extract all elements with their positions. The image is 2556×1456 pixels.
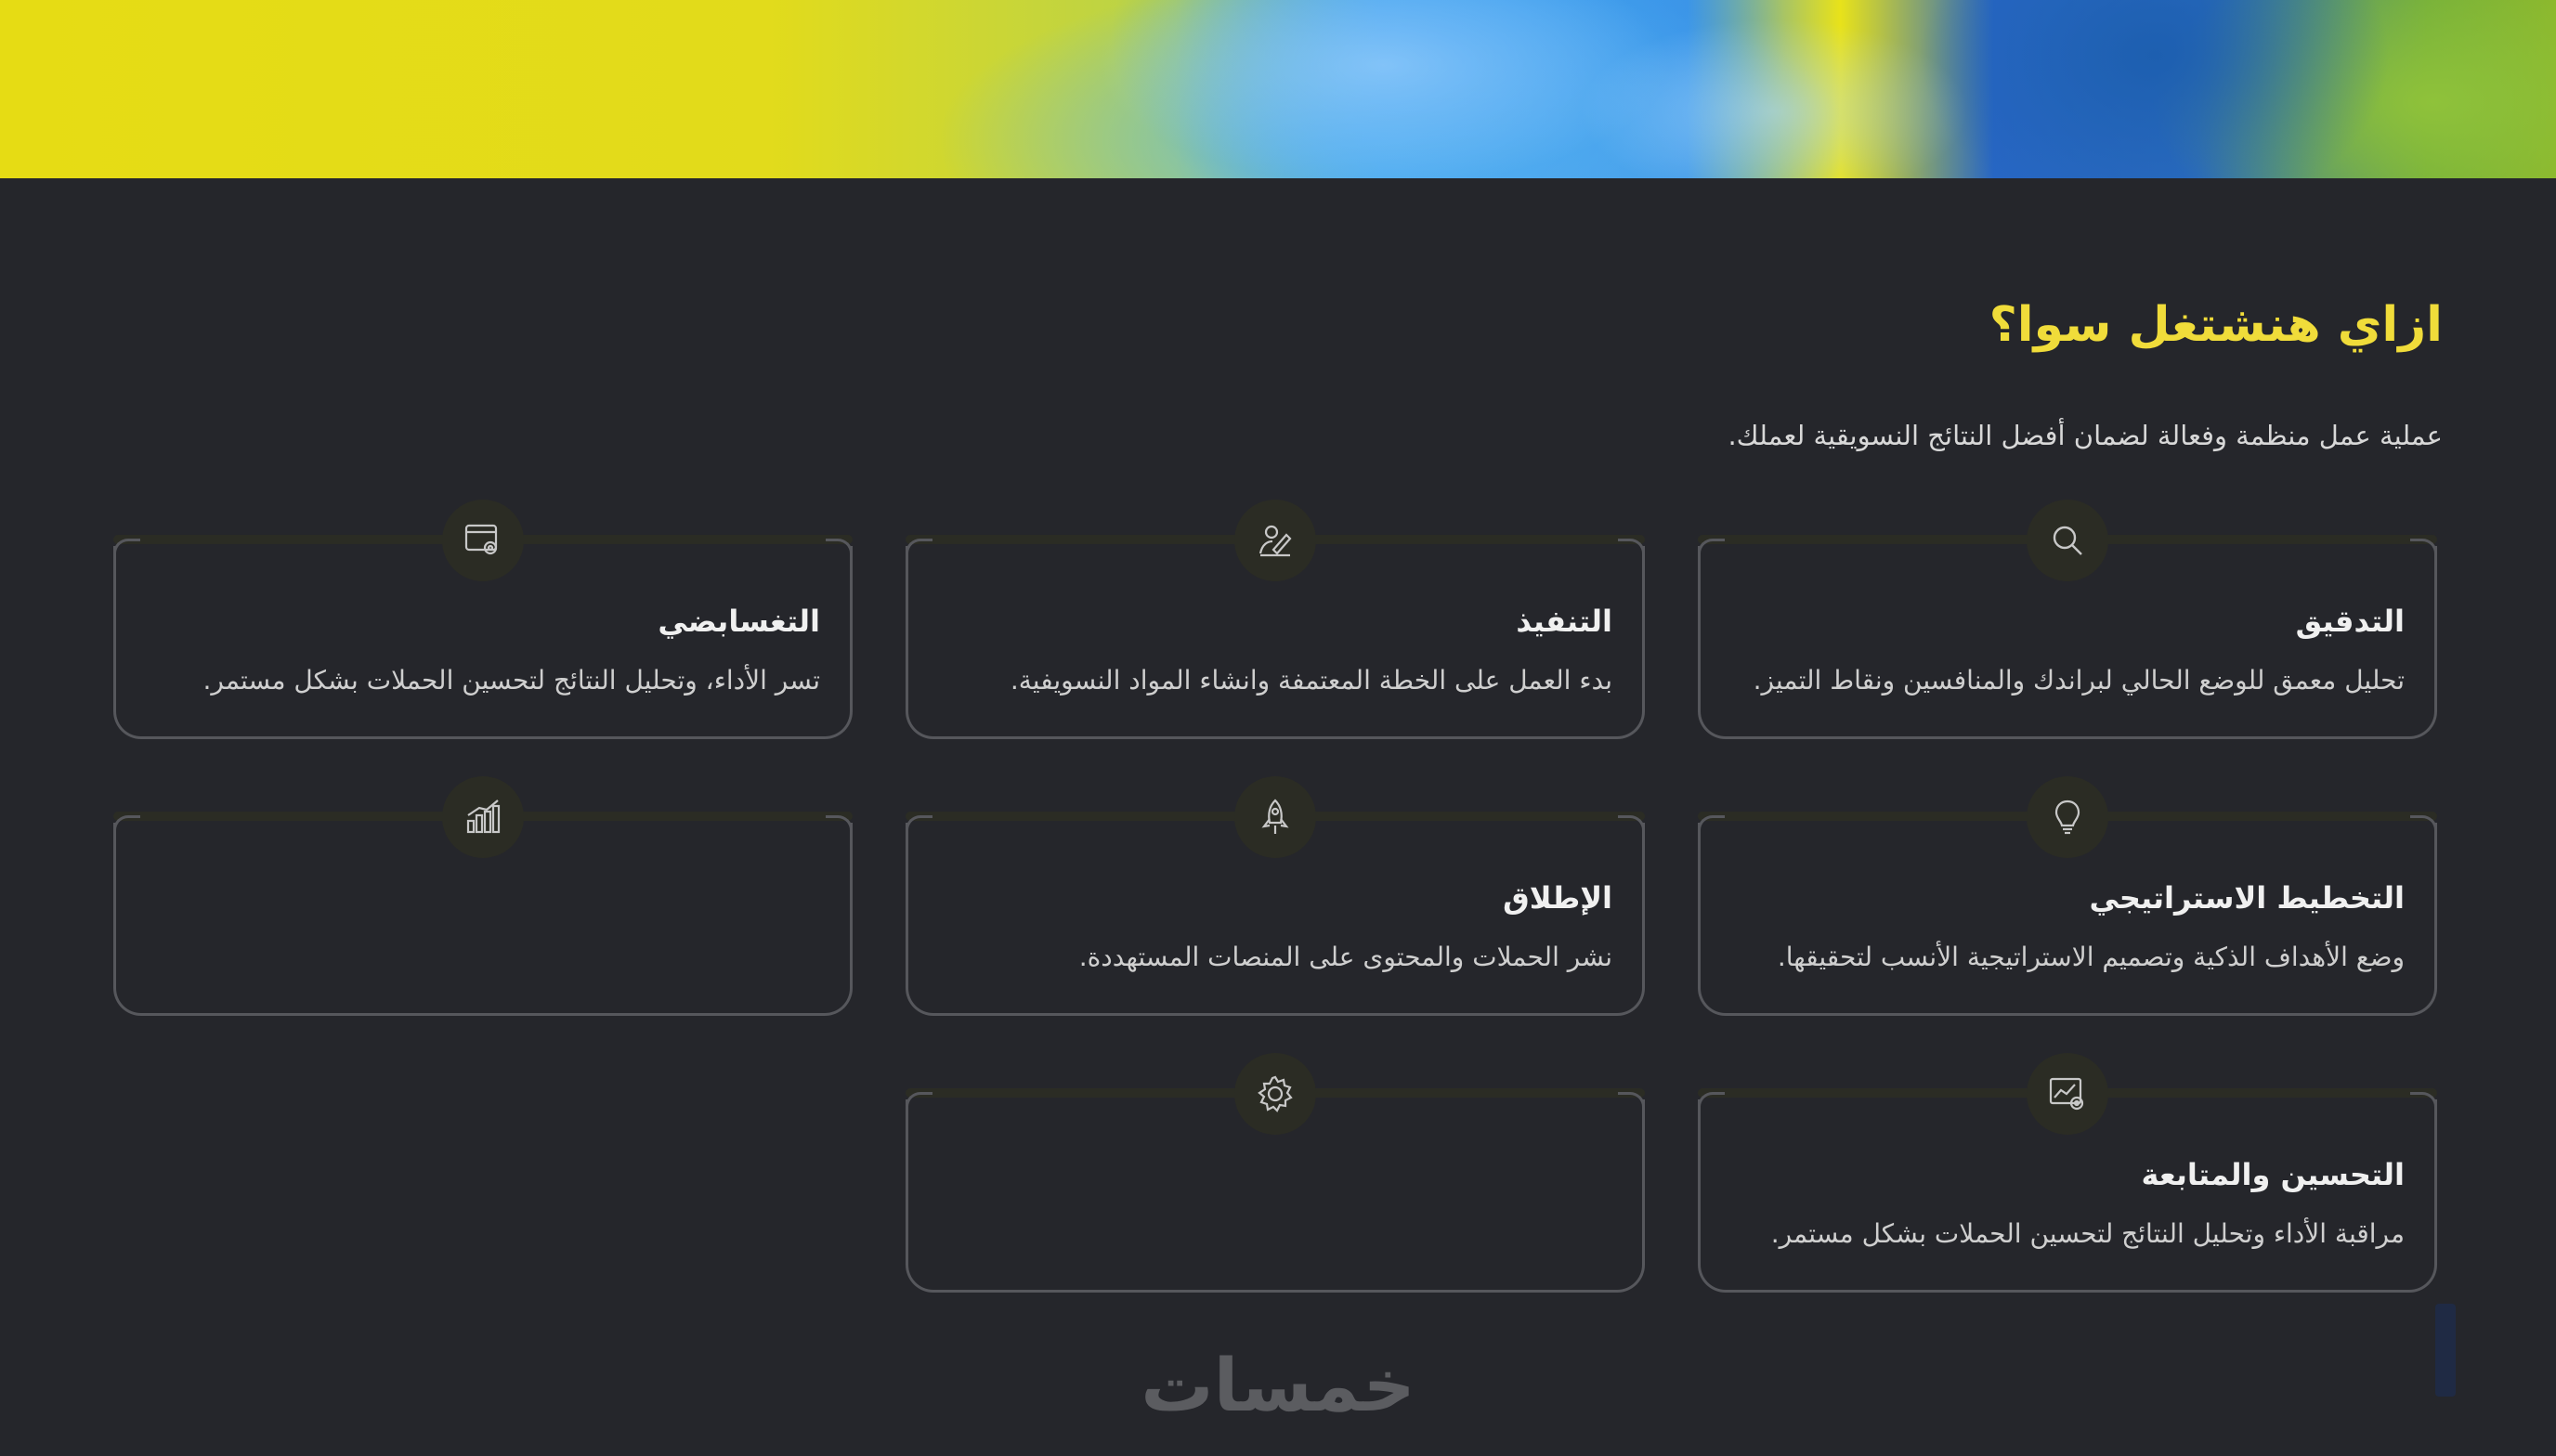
section-title: ازاي هنشتغل سوا؟ [1989, 297, 2443, 353]
step-card-strategy [1698, 823, 2437, 1016]
step-description: نشر الحملات والمحتوى على المنصات المستهددة. [1078, 942, 1612, 972]
step-title: التنفيذ [1516, 604, 1612, 639]
rocket-icon [1234, 776, 1316, 858]
step-card-analytics [113, 546, 853, 739]
step-description: مراقبة الأداء وتحليل النتائج لتحسين الحملات بشكل مستمر. [1770, 1218, 2405, 1249]
khamsat-logo: خمسات [1141, 1345, 1415, 1428]
lightbulb-icon [2027, 776, 2108, 858]
step-card-audit [1698, 546, 2437, 739]
bar-chart-icon [442, 776, 524, 858]
hero-banner-image [0, 0, 2556, 178]
browser-settings-icon [442, 500, 524, 581]
search-icon [2027, 500, 2108, 581]
step-title: التحسين والمتابعة [2141, 1157, 2405, 1192]
gear-icon [1234, 1053, 1316, 1135]
step-description: تحليل معمق للوضع الحالي لبراندك والمنافسين ونقاط التميز. [1753, 665, 2405, 696]
step-description: وضع الأهداف الذكية وتصميم الاستراتيجية الأنسب لتحقيقها. [1777, 942, 2405, 972]
step-title: التخطيط الاستراتيجي [2089, 880, 2405, 916]
step-card-launch [906, 823, 1645, 1016]
step-card-execution [906, 546, 1645, 739]
handshake-pen-icon [1234, 500, 1316, 581]
scroll-to-top-button[interactable] [2435, 1304, 2456, 1397]
step-description: بدء العمل على الخطة المعتمفة وانشاء المواد النسويفية. [1010, 665, 1612, 696]
step-title: الإطلاق [1503, 880, 1612, 916]
step-card-empty [906, 1099, 1645, 1293]
step-title: التغسابضي [658, 604, 820, 639]
step-title: التدقيق [2295, 604, 2405, 639]
step-description: تسر الأداء، وتحليل النتائج لتحسين الحملات بشكل مستمر. [202, 665, 820, 696]
step-card-empty [113, 823, 853, 1016]
step-card-optimization [1698, 1099, 2437, 1293]
section-subtitle: عملية عمل منظمة وفعالة لضمان أفضل النتائج النسويقية لعملك. [1728, 420, 2443, 451]
monitor-chart-icon [2027, 1053, 2108, 1135]
